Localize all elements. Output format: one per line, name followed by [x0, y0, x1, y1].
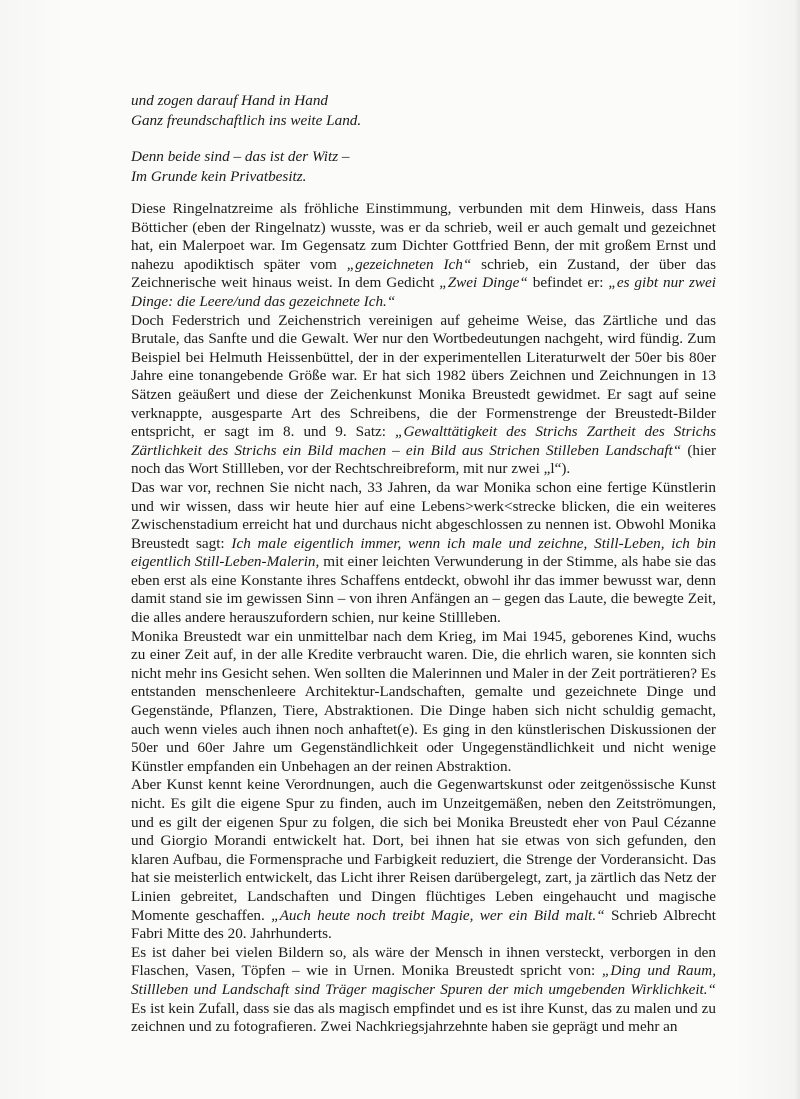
text-run: Das war vor, rechnen Sie nicht nach, 33 Jahren, da war Monika schon eine fertige Künstlerin und wir wissen, dass wir heute hier auf eine Lebens>werk<strecke blicken, die ein weiteres Zwischenstadium erreicht hat und durchaus nicht abgeschlossen zu nennen ist. Obwohl Monika Breustedt sagt: — [131, 478, 716, 552]
text-run: Es ist daher bei vielen Bildern so, als wäre der Mensch in ihnen versteckt, verborgen in den Flaschen, Vasen, Töpfen – wie in Urnen. Monika Breustedt spricht von: — [131, 943, 716, 980]
text-run: befindet er: — [527, 274, 609, 292]
quote-fabri: „Auch heute noch treibt Magie, wer ein Bild malt.“ — [271, 906, 605, 924]
text-run: Schrieb Albrecht Fabri Mitte des 20. Jahrhunderts. — [131, 906, 716, 943]
text-run: Diese Ringelnatzreime als fröhliche Einstimmung, verbunden mit dem Hinweis, dass Hans Bötticher (eben der Ringelnatz) wusste, was er da schrieb, weil er auch gemalt und gezeichnet hat, ein Malerpoet war. Im Gegensatz zum Dichter Gottfried Benn, der mit großem Ernst und nahezu apodiktisch später vom — [131, 200, 716, 273]
text-run: Es ist kein Zufall, dass sie das als magisch empfindet und es ist ihre Kunst, das zu malen und zu zeichnen und zu fotografieren. Zwei Nachkriegsjahrzehnte haben sie geprägt und mehr an — [131, 999, 716, 1036]
text-run: (hier noch das Wort Stillleben, vor der Rechtschreibreform, mit nur zwei „l“). — [131, 441, 717, 478]
poem-line: Denn beide sind – das ist der Witz – — [131, 148, 350, 165]
paragraph-magische-spuren — [131, 944, 716, 1037]
text-run: , mit einer leichten Verwunderung in der Stimme, als habe sie das eben erst als eine Konstante ihres Schaffens entdeckt, obwohl ihr das immer bewusst war, denn damit stand sie im gewissen Sinn – von ihren Anfängen an – gegen das Laute, die bewegte Zeit, die alles andere herauszufordern schien, nur keine Stillleben. — [131, 553, 716, 627]
text-run: schrieb, ein Zustand, der über das Zeichnerische weit hinaus weist. In dem Gedicht — [131, 255, 716, 292]
quote-breustedt-still-leben: Ich male eigentlich immer, wenn ich male und zeichne, Still-Leben, ich bin eigentlich Still-Leben-Malerin — [131, 534, 716, 571]
quote-gezeichnetes-ich: „gezeichneten Ich“ — [346, 255, 472, 273]
paragraph-lebenswerk — [131, 479, 716, 628]
essay-body — [131, 200, 716, 1037]
title-zwei-dinge: „Zwei Dinge“ — [439, 274, 528, 292]
quote-ding-und-raum: „Ding und Raum, Stillleben und Landschaft sind Träger magischer Spuren der mich umgebenden Wirklichkeit.“ — [131, 962, 716, 998]
poem-line: und zogen darauf Hand in Hand — [131, 92, 329, 109]
poem-line: Ganz freundschaftlich ins weite Land. — [131, 111, 362, 129]
poem-stanza-2 — [131, 147, 350, 186]
text-run: Aber Kunst kennt keine Verordnungen, auch die Gegenwartskunst oder zeitgenössische Kunst nicht. Es gilt die eigene Spur zu finden, auch im Unzeitgemäßen, neben den Zeitströmungen, und es gilt der eigenen Spur zu folgen, die sich bei Monika Breustedt eher von Paul Cézanne und Giorgio Morandi entwickelt hat. Dort, bei ihnen hat sie etwas von sich gefunden, den klaren Aufbau, die Formensprache und Farbigkeit reduziert, die Strenge der Vorderansicht. Das hat sie meisterlich entwickelt, das Licht ihrer Reisen darübergelegt, zart, ja zärtlich das Netz der Linien gebreitet, Landschaften und Dingen flüchtiges Leben eingehaucht und magische Momente geschaffen. — [131, 776, 716, 924]
poem-line: Im Grunde kein Privatbesitz. — [131, 167, 307, 185]
paragraph-eigene-spur — [131, 776, 716, 943]
scan-edge-shadow — [794, 0, 800, 1099]
text-run: Doch Federstrich und Zeichenstrich vereinigen auf geheime Weise, das Zärtliche und das Brutale, das Sanfte und die Gewalt. Wer nur den Wortbedeutungen nachgeht, wird fündig. Zum Beispiel bei Helmuth Heissenbüttel, der in der experimentellen Literaturwelt der 50er bis 80er Jahre eine tonangebende Größe war. Er hat sich 1982 übers Zeichnen und Zeichnungen in 13 Sätzen geäußert und diese der Zeichenkunst Monika Breustedt gewidmet. Er sagt auf seine verknappte, ausgesparte Art des Schreibens, die der Formenstrenge der Breustedt-Bilder entspricht, er sagt im 8. und 9. Satz: — [131, 311, 716, 441]
text-run: Monika Breustedt war ein unmittelbar nach dem Krieg, im Mai 1945, geborenes Kind, wuchs zu einer Zeit auf, in der alle Kredite verbraucht waren. Die, die ehrlich waren, sie konnten sich nicht mehr ins Gesicht sehen. Wen sollten die Malerinnen und Maler in der Zeit porträtieren? Es entstanden menschenleere Architektur-Landschaften, gemalte und gezeichnete Dinge und Gegenstände, Pflanzen, Tiere, Abstraktionen. Die Dinge haben sich nicht schuldig gemacht, auch wenn vieles auch ihnen noch anhaftet(e). Es ging in den künstlerischen Diskussionen der 50er und 60er Jahre um Gegenständlichkeit oder Ungegenständlichkeit und nicht wenige Künstler empfanden ein Unbehagen an der reinen Abstraktion. — [131, 627, 716, 775]
paragraph-nachkriegszeit — [131, 628, 716, 777]
quote-heissenbuettel: „Gewalttätigkeit des Strichs Zartheit des Strichs Zärtlichkeit des Strichs ein Bild machen – ein Bild aus Strichen Stilleben Landschaft“ — [131, 423, 716, 459]
paragraph-heissenbuettel — [131, 312, 716, 479]
quote-benn: „es gibt nur zwei Dinge: die Leere/und das gezeichnete Ich.“ — [131, 274, 717, 310]
paragraph-ringelnatz-benn — [131, 200, 716, 312]
poem-stanza-1 — [131, 91, 361, 130]
